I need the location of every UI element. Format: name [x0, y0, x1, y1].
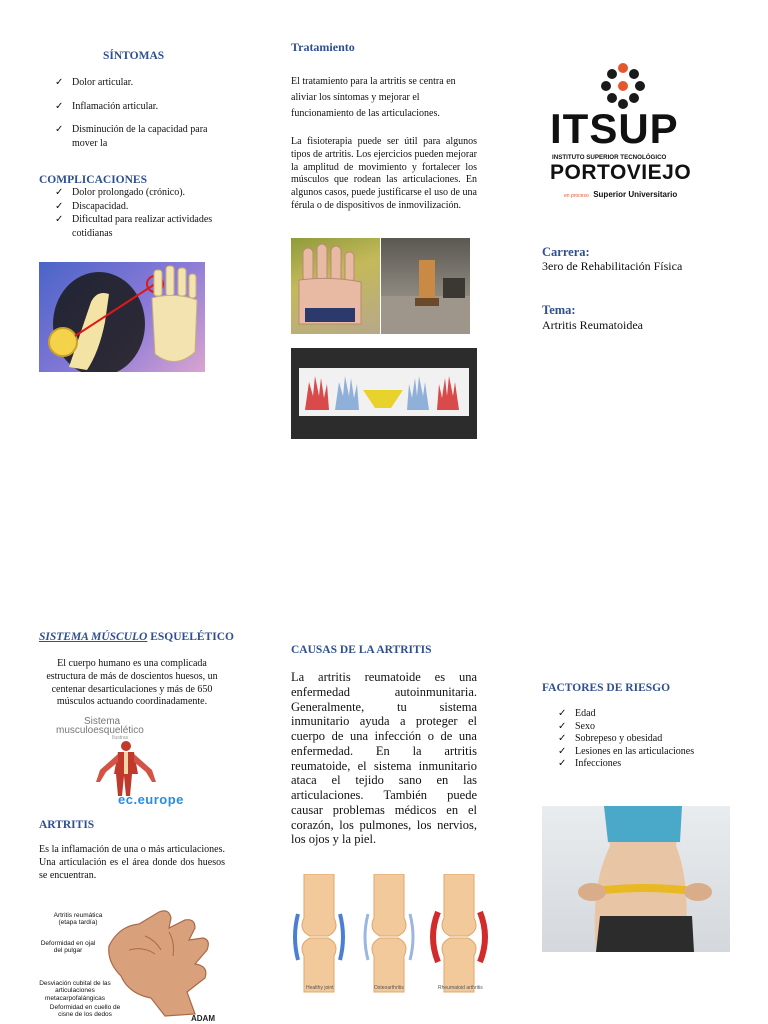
list-item: ✓ Sexo — [558, 721, 748, 734]
musculo-caption-3: Ilustras — [112, 735, 129, 741]
muscle-figure-icon — [84, 740, 168, 798]
artritis-body: Es la inflamación de una o más articulaciones. Una articulación es el área donde dos huesos se encuentran. — [39, 844, 225, 881]
logo-tagline — [564, 184, 700, 202]
list-item: ✓ Discapacidad. — [55, 200, 240, 214]
list-item: ✓ Dificultad para realizar actividades cotidianas — [55, 213, 240, 240]
exercise-device-photo — [381, 238, 470, 334]
logo-tagline-small: en proceso — [564, 193, 589, 199]
logo-city: PORTOVIEJO — [550, 161, 692, 184]
hand-label-4: Deformidad en cuello de cisne de los dedos — [49, 1004, 121, 1019]
list-item: ✓ Inflamación articular. — [55, 100, 235, 114]
sintomas-title: SÍNTOMAS — [103, 50, 165, 62]
musculo-caption-2: musculoesquelético — [56, 725, 144, 736]
list-item: ✓ Lesiones en las articulaciones — [558, 746, 748, 759]
complicaciones-title: COMPLICACIONES — [39, 174, 147, 186]
tema-value: Artritis Reumatoidea — [542, 318, 643, 332]
list-item: ✓ Dolor articular. — [55, 76, 235, 90]
hand-label-2: Deformidad en ojal del pulgar — [40, 940, 96, 955]
causas-title: CAUSAS DE LA ARTRITIS — [291, 644, 432, 656]
foot-joint-image — [39, 262, 205, 372]
logo-name: ITSUP — [550, 105, 679, 152]
list-item: ✓ Infecciones — [558, 758, 748, 771]
sistema-title-part1: SISTEMA MÚSCULO — [39, 631, 148, 643]
rheumatoid-hand-image — [39, 906, 225, 1024]
knee-label-2: Osteoarthritis — [374, 985, 404, 991]
hand-label-3: Desviación cubital de las articulaciones metacarpofalángicas — [39, 980, 111, 1002]
waist-measure-photo — [542, 806, 730, 952]
knee-label-3: Rheumatoid arthritis — [438, 985, 483, 991]
causas-body: La artritis reumatoide es una enfermedad autoinmunitaria. Generalmente, tu sistema inmunitario ayuda a proteger el cuerpo de una infección o de una enfermedad. En la artritis reumatoide, el sistema inmunitario ataca el tejido sano en las articulaciones. También puede causar problemas médicos en el corazón, los pulmones, los nervios, los ojos y la piel. — [291, 670, 477, 847]
ec-europe-logo: ec.europe — [118, 792, 184, 807]
list-item: ✓ Edad — [558, 708, 748, 721]
complicaciones-list — [55, 186, 240, 240]
logo-subtitle: INSTITUTO SUPERIOR TECNOLÓGICO — [552, 154, 667, 161]
hand-splint-photo — [291, 238, 380, 334]
adam-logo: ADAM — [191, 1014, 215, 1023]
list-item: ✓ Dolor prolongado (crónico). — [55, 186, 240, 200]
factores-title: FACTORES DE RIESGO — [542, 682, 671, 694]
logo-dots-icon — [598, 62, 648, 110]
factores-list — [558, 708, 748, 771]
sistema-body: El cuerpo humano es una complicada estructura de más de doscientos huesos, un centenar desarticulaciones y más de 650 músculos actuando coordinadamente. — [46, 658, 218, 708]
tema-label: Tema: — [542, 303, 576, 317]
logo-tagline-main: Superior Universitario — [593, 190, 678, 199]
artritis-title: ARTRITIS — [39, 819, 95, 831]
healthy-knee-icon — [295, 874, 343, 992]
sistema-title-part2: ESQUELÉTICO — [147, 631, 234, 643]
hands-exercise-board-photo — [291, 348, 477, 439]
sintomas-list — [55, 76, 235, 150]
itsup-logo — [550, 62, 700, 199]
osteoarthritis-knee-icon — [365, 874, 413, 992]
list-item: ✓ Disminución de la capacidad para mover la — [55, 123, 235, 150]
carrera-label: Carrera: — [542, 245, 590, 259]
tratamiento-para2: La fisioterapia puede ser útil para algunos tipos de artritis. Los ejercicios pueden mejorar la amplitud de movimiento y fortalecer los músculos que rodean las articulaciones. En algunos casos, puede justificarse el uso de una férula o de dispositivos de inmovilización. — [291, 136, 477, 211]
musculo-caption-1: Sistema — [84, 716, 121, 727]
hand-label-1: Artritis reumática (etapa tardía) — [53, 912, 103, 927]
tratamiento-para1: El tratamiento para la artritis se centra en aliviar los síntomas y mejorar el funcionamiento de las articulaciones. — [291, 76, 456, 119]
tratamiento-title: Tratamiento — [291, 40, 355, 54]
list-item: ✓ Sobrepeso y obesidad — [558, 733, 748, 746]
sistema-title — [39, 631, 234, 643]
rheumatoid-knee-icon — [433, 874, 485, 992]
musculoskeletal-image — [44, 716, 220, 808]
carrera-value: 3ero de Rehabilitación Física — [542, 259, 683, 273]
knee-label-1: Healthy joint — [306, 985, 334, 991]
knee-joints-image — [288, 874, 494, 1000]
